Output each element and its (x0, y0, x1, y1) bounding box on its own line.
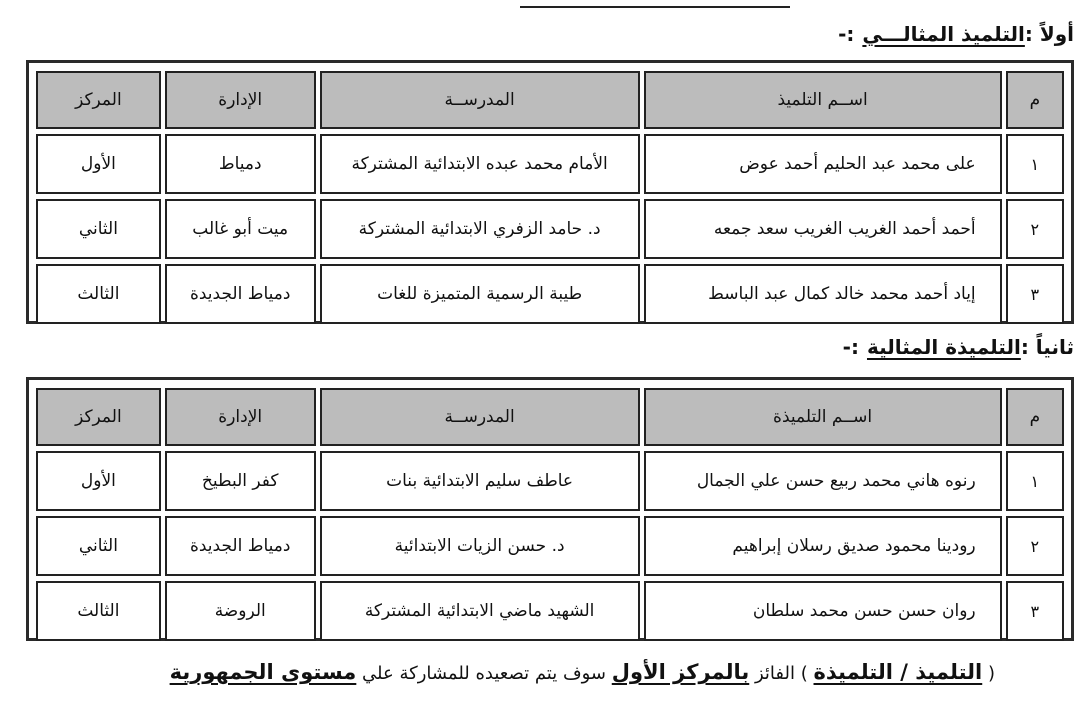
row-number: ١ (1006, 451, 1064, 511)
section-2-title: التلميذة المثالية (866, 335, 1021, 359)
row-number: ٣ (1006, 264, 1064, 324)
table-header-row (36, 71, 1064, 129)
footer-rest: سوف يتم تصعيده للمشاركة علي (362, 663, 607, 684)
footer-open-paren: ( (987, 663, 995, 684)
table-header-row (36, 388, 1064, 446)
student-name: رنوه هاني محمد ربيع حسن علي الجمال (644, 451, 1002, 511)
administration: ميت أبو غالب (165, 199, 316, 259)
section-1-suffix: :- (838, 22, 855, 46)
header-school: المدرســة (320, 388, 640, 446)
row-number: ٢ (1006, 199, 1064, 259)
header-number: م (1006, 388, 1064, 446)
table-row (36, 581, 1064, 641)
administration: دمياط الجديدة (165, 516, 316, 576)
school-name: طيبة الرسمية المتميزة للغات (320, 264, 640, 324)
section-2-prefix: ثانياً : (1020, 335, 1074, 359)
male-students-table (26, 60, 1074, 324)
header-school: المدرســة (320, 71, 640, 129)
footer-note (105, 660, 995, 684)
table-row (36, 199, 1064, 259)
rank: الثالث (36, 264, 161, 324)
section-1-heading (838, 22, 1074, 46)
header-administration: الإدارة (165, 388, 316, 446)
administration: الروضة (165, 581, 316, 641)
student-name: أحمد أحمد الغريب الغريب سعد جمعه (644, 199, 1002, 259)
footer-first-place: بالمركز الأول (611, 660, 750, 684)
school-name: د. حسن الزيات الابتدائية (320, 516, 640, 576)
rank: الثاني (36, 199, 161, 259)
rank: الثالث (36, 581, 161, 641)
row-number: ٣ (1006, 581, 1064, 641)
rank: الأول (36, 451, 161, 511)
school-name: الشهيد ماضي الابتدائية المشتركة (320, 581, 640, 641)
header-student-name: اســم التلميذ (644, 71, 1002, 129)
header-rank: المركز (36, 71, 161, 129)
section-2-heading (843, 335, 1074, 359)
table-row (36, 451, 1064, 511)
female-students-table (26, 377, 1074, 641)
school-name: عاطف سليم الابتدائية بنات (320, 451, 640, 511)
table-row (36, 516, 1064, 576)
student-name: رودينا محمود صديق رسلان إبراهيم (644, 516, 1002, 576)
rank: الأول (36, 134, 161, 194)
header-student-name: اســم التلميذة (644, 388, 1002, 446)
footer-winner: الفائز (754, 663, 796, 684)
school-name: الأمام محمد عبده الابتدائية المشتركة (320, 134, 640, 194)
school-name: د. حامد الزفري الابتدائية المشتركة (320, 199, 640, 259)
administration: دمياط (165, 134, 316, 194)
section-1-title: التلميذ المثالـــي (862, 22, 1025, 46)
section-2-suffix: :- (842, 335, 859, 359)
rank: الثاني (36, 516, 161, 576)
footer-students: التلميذ / التلميذة (813, 660, 983, 684)
table-row (36, 264, 1064, 324)
header-rank: المركز (36, 388, 161, 446)
administration: كفر البطيخ (165, 451, 316, 511)
top-divider (520, 0, 790, 8)
row-number: ١ (1006, 134, 1064, 194)
student-name: روان حسن حسن محمد سلطان (644, 581, 1002, 641)
footer-close-paren: ) (800, 663, 808, 684)
administration: دمياط الجديدة (165, 264, 316, 324)
table-row (36, 134, 1064, 194)
header-administration: الإدارة (165, 71, 316, 129)
student-name: على محمد عبد الحليم أحمد عوض (644, 134, 1002, 194)
footer-national-level: مستوى الجمهورية (169, 660, 357, 684)
student-name: إياد أحمد محمد خالد كمال عبد الباسط (644, 264, 1002, 324)
section-1-prefix: أولاً : (1024, 22, 1074, 46)
header-number: م (1006, 71, 1064, 129)
row-number: ٢ (1006, 516, 1064, 576)
